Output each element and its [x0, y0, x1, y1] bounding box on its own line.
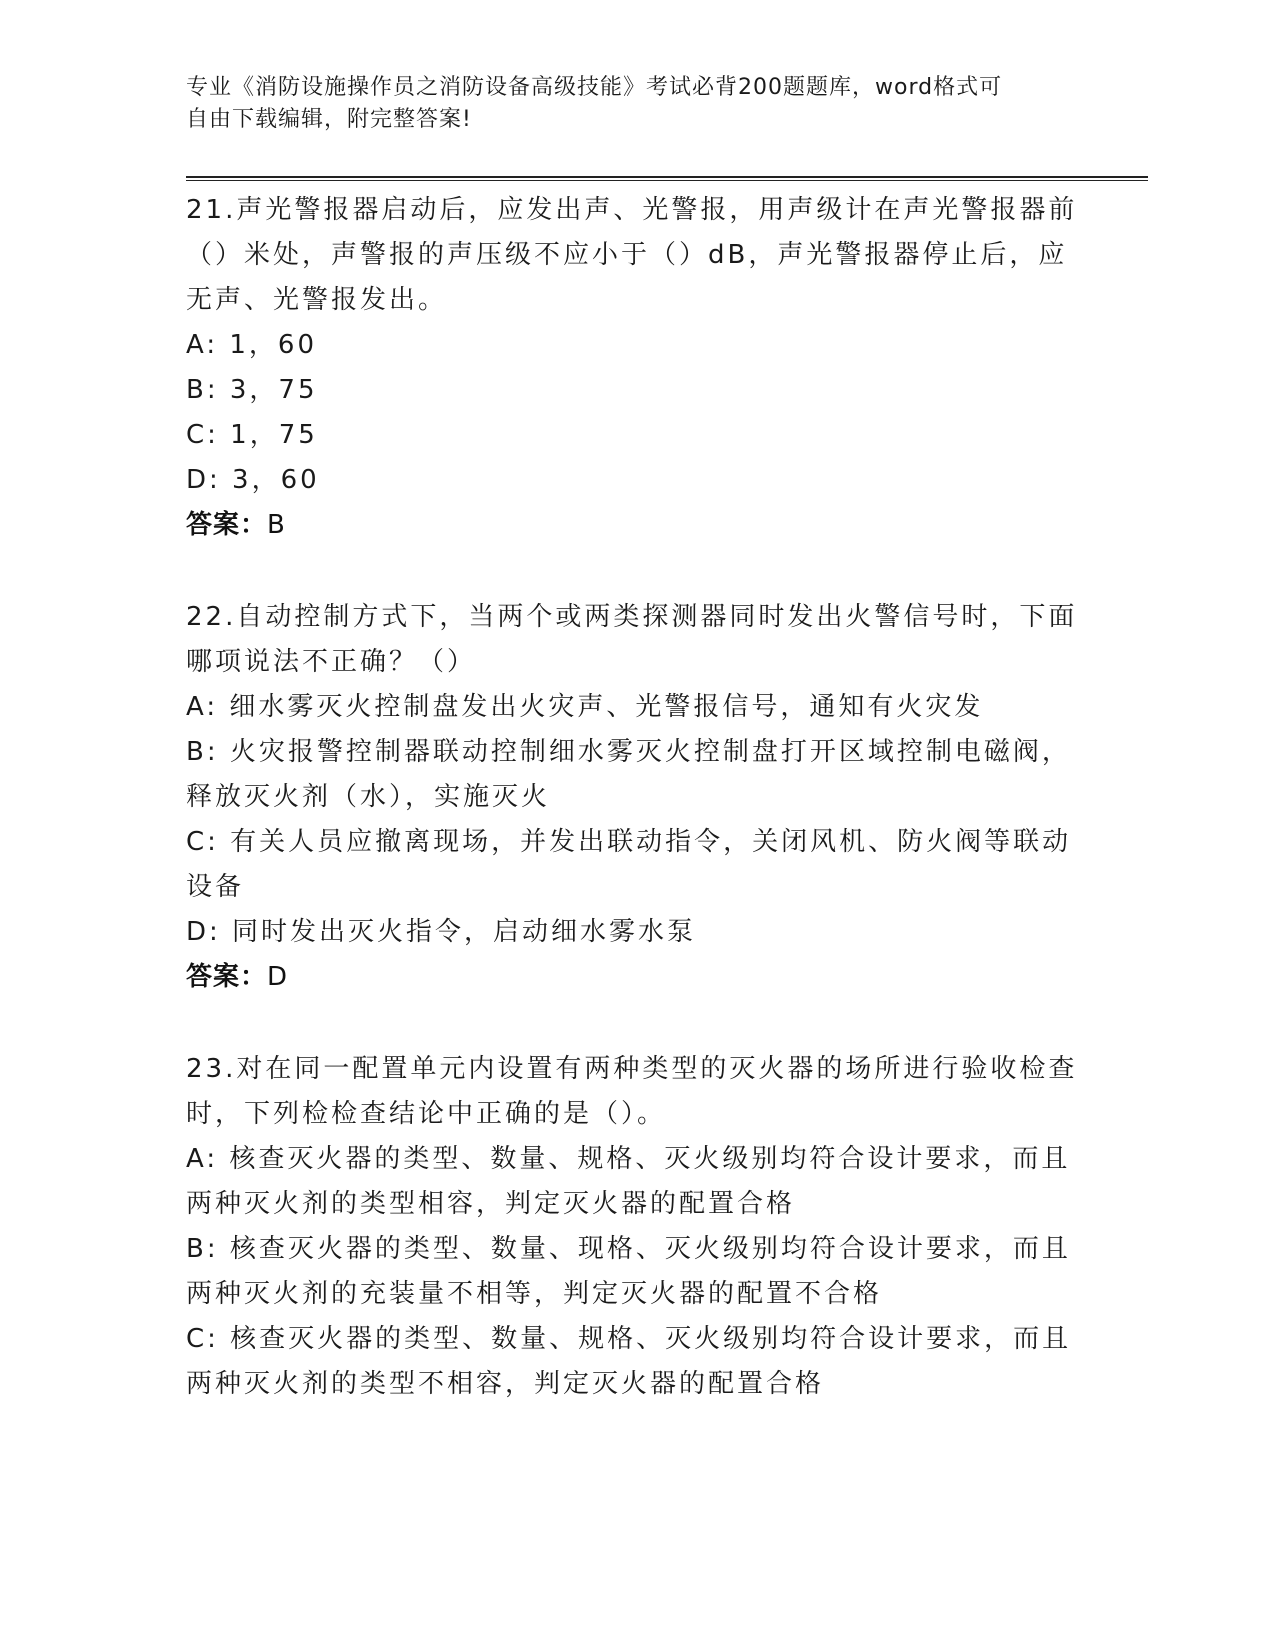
option-a: A: 1，60 — [186, 330, 317, 360]
answer-label: 答案： — [186, 510, 268, 540]
question-list — [186, 188, 1086, 1407]
option-c: C: 1，75 — [186, 420, 318, 450]
answer-value: B — [267, 510, 286, 540]
question-stem: 22.自动控制方式下，当两个或两类探测器同时发出火警信号时，下面哪项说法不正确？（） — [186, 602, 1078, 677]
option-b: B: 3，75 — [186, 375, 318, 405]
document-header — [186, 72, 1066, 136]
option-c: C: 核查灭火器的类型、数量、规格、灭火级别均符合设计要求，而且两种灭火剂的类型不相容，判定灭火器的配置合格 — [186, 1324, 1072, 1399]
question-22 — [186, 595, 1086, 1000]
question-21 — [186, 188, 1086, 548]
header-line-2: 自由下载编辑，附完整答案! — [186, 107, 472, 132]
option-d: D: 3，60 — [186, 465, 320, 495]
header-divider — [186, 176, 1148, 181]
option-c: C: 有关人员应撤离现场，并发出联动指令，关闭风机、防火阀等联动设备 — [186, 827, 1072, 902]
answer-line — [186, 503, 1086, 548]
option-b: B: 火灾报警控制器联动控制细水雾灭火控制盘打开区域控制电磁阀，释放灭火剂（水），实施灭火 — [186, 737, 1071, 812]
question-23 — [186, 1047, 1086, 1407]
answer-value: D — [267, 962, 289, 992]
header-line-1: 专业《消防设施操作员之消防设备高级技能》考试必背200题题库，word格式可 — [186, 75, 1003, 100]
question-stem: 21.声光警报器启动后，应发出声、光警报，用声级计在声光警报器前（）米处，声警报的声压级不应小于（）dB，声光警报器停止后，应无声、光警报发出。 — [186, 195, 1078, 315]
option-a: A: 核查灭火器的类型、数量、规格、灭火级别均符合设计要求，而且两种灭火剂的类型相容，判定灭火器的配置合格 — [186, 1144, 1071, 1219]
question-stem: 23.对在同一配置单元内设置有两种类型的灭火器的场所进行验收检查时，下列检检查结论中正确的是（）。 — [186, 1054, 1078, 1129]
option-b: B: 核查灭火器的类型、数量、现格、灭火级别均符合设计要求，而且两种灭火剂的充装量不相等，判定灭火器的配置不合格 — [186, 1234, 1071, 1309]
answer-label: 答案： — [186, 962, 268, 992]
option-a: A: 细水雾灭火控制盘发出火灾声、光警报信号，通知有火灾发 — [186, 692, 984, 722]
option-d: D: 同时发出灭火指令，启动细水雾水泵 — [186, 917, 697, 947]
answer-line — [186, 955, 1086, 1000]
